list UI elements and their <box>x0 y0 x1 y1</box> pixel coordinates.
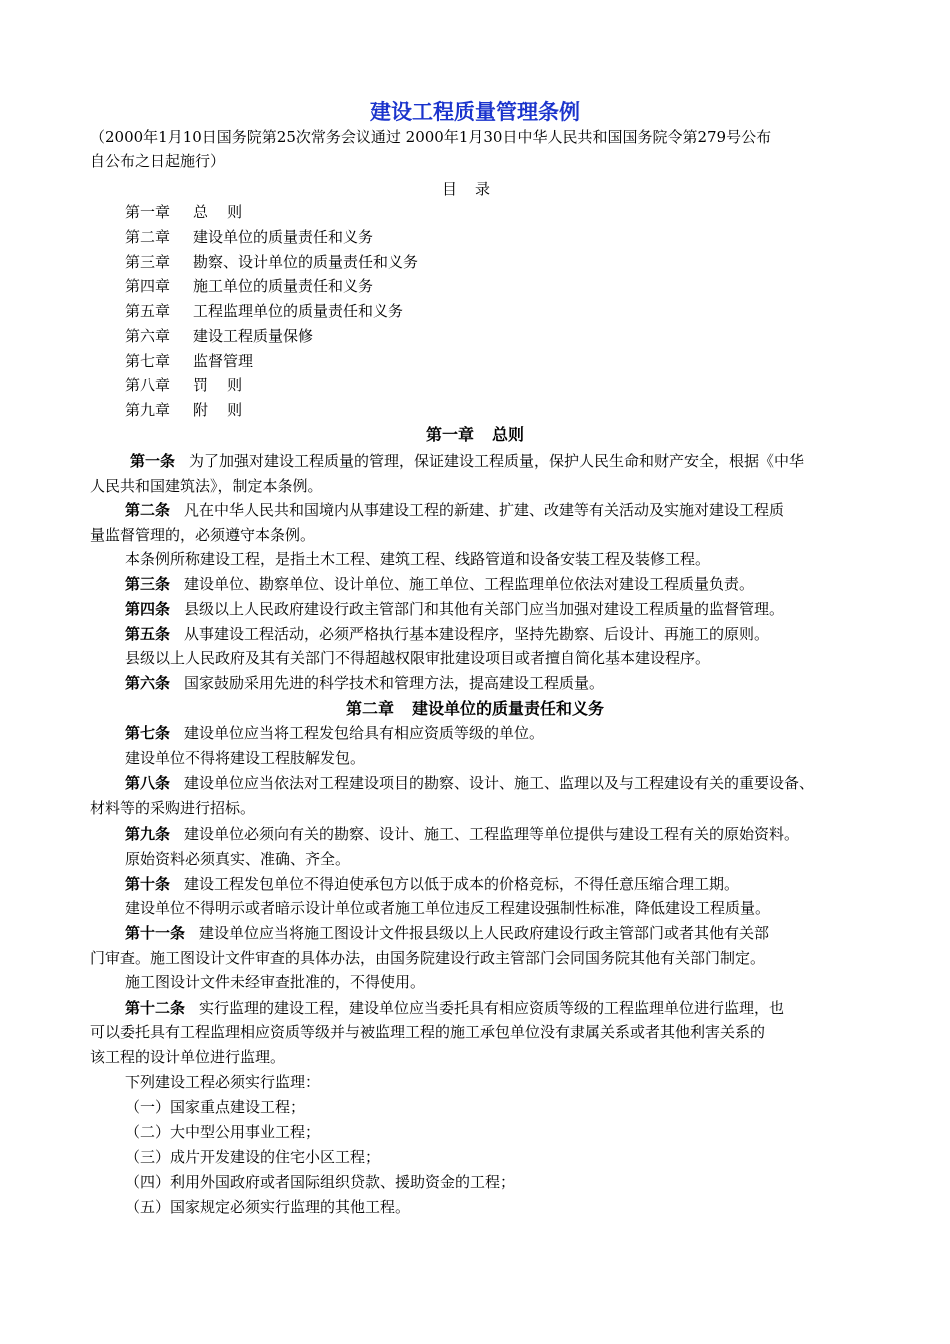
chapter-title: 总则 <box>492 425 525 444</box>
article-8-cont: 材料等的采购进行招标。 <box>90 799 256 817</box>
article-4 <box>125 597 784 621</box>
toc-item <box>125 373 242 397</box>
article-text: 建设工程发包单位不得迫使承包方以低于成本的价格竞标，不得任意压缩合理工期。 <box>184 875 740 893</box>
article-2-para2: 本条例所称建设工程，是指土木工程、建筑工程、线路管道和设备安装工程及装修工程。 <box>125 550 711 568</box>
article-text: 建设单位、勘察单位、设计单位、施工单位、工程监理单位依法对建设工程质量负责。 <box>184 575 755 593</box>
article-11 <box>125 921 769 945</box>
article-12-cont: 可以委托具有工程监理相应资质等级并与被监理工程的施工承包单位没有隶属关系或者其他利害关系的 <box>90 1023 766 1041</box>
toc-item <box>125 398 242 422</box>
toc-item <box>125 250 418 274</box>
chapter-heading <box>0 697 950 721</box>
article-2 <box>125 498 784 522</box>
article-11-para2: 施工图设计文件未经审查批准的，不得使用。 <box>125 973 426 991</box>
toc-item-number: 第九章 <box>125 401 171 419</box>
list-item: （二）大中型公用事业工程； <box>125 1123 321 1141</box>
article-5 <box>125 622 769 646</box>
article-3 <box>125 572 754 596</box>
article-label: 第二条 <box>125 501 171 519</box>
article-1-cont: 人民共和国建筑法》，制定本条例。 <box>90 477 323 495</box>
article-11-cont: 门审查。施工图设计文件审查的具体办法，由国务院建设行政主管部门会同国务院其他有关部门制定。 <box>90 949 766 967</box>
toc-item-title: 施工单位的质量责任和义务 <box>193 277 374 295</box>
article-text: 建设单位必须向有关的勘察、设计、施工、工程监理等单位提供与建设工程有关的原始资料。 <box>184 825 800 843</box>
toc-item <box>125 299 403 323</box>
article-8 <box>125 771 814 795</box>
article-9-para2: 原始资料必须真实、准确、齐全。 <box>125 850 351 868</box>
article-label: 第七条 <box>125 724 171 742</box>
article-text: 国家鼓励采用先进的科学技术和管理方法，提高建设工程质量。 <box>184 674 605 692</box>
list-item: （三）成片开发建设的住宅小区工程； <box>125 1148 381 1166</box>
document-title: 建设工程质量管理条例 <box>370 100 580 124</box>
toc-item <box>125 349 253 373</box>
article-10 <box>125 872 739 896</box>
article-label: 第五条 <box>125 625 171 643</box>
article-12-para2: 下列建设工程必须实行监理： <box>125 1073 321 1091</box>
article-5-para2: 县级以上人民政府及其有关部门不得超越权限审批建设项目或者擅自简化基本建设程序。 <box>125 649 711 667</box>
article-label: 第四条 <box>125 600 171 618</box>
list-item: （四）利用外国政府或者国际组织贷款、援助资金的工程； <box>125 1173 516 1191</box>
article-text: 从事建设工程活动，必须严格执行基本建设程序，坚持先勘察、后设计、再施工的原则。 <box>184 625 770 643</box>
article-12 <box>125 996 784 1020</box>
article-12-cont2: 该工程的设计单位进行监理。 <box>90 1048 286 1066</box>
article-2-cont: 量监督管理的，必须遵守本条例。 <box>90 526 316 544</box>
toc-item <box>125 225 373 249</box>
article-text: 建设单位应当依法对工程建设项目的勘察、设计、施工、监理以及与工程建设有关的重要设备、 <box>184 774 815 792</box>
article-label: 第十条 <box>125 875 171 893</box>
toc-item-number: 第七章 <box>125 352 171 370</box>
article-label: 第十一条 <box>125 924 186 942</box>
article-6 <box>125 671 604 695</box>
list-item: （五）国家规定必须实行监理的其他工程。 <box>125 1198 411 1216</box>
toc-item-number: 第一章 <box>125 203 171 221</box>
toc-heading: 目录 <box>441 180 508 198</box>
toc-item-title: 附 则 <box>193 401 243 419</box>
article-label: 第一条 <box>130 452 176 470</box>
article-text: 建设单位应当将工程发包给具有相应资质等级的单位。 <box>184 724 545 742</box>
toc-item-number: 第六章 <box>125 327 171 345</box>
toc-item <box>125 200 242 224</box>
toc-item-number: 第三章 <box>125 253 171 271</box>
article-label: 第六条 <box>125 674 171 692</box>
article-text: 建设单位应当将施工图设计文件报县级以上人民政府建设行政主管部门或者其他有关部 <box>199 924 770 942</box>
toc-item-title: 工程监理单位的质量责任和义务 <box>193 302 404 320</box>
article-label: 第九条 <box>125 825 171 843</box>
toc-item-title: 总 则 <box>193 203 243 221</box>
article-label: 第十二条 <box>125 999 186 1017</box>
toc-item-number: 第二章 <box>125 228 171 246</box>
chapter-title: 建设单位的质量责任和义务 <box>412 699 605 718</box>
toc-item-number: 第八章 <box>125 376 171 394</box>
list-item: （一）国家重点建设工程； <box>125 1098 306 1116</box>
article-9 <box>125 822 799 846</box>
article-10-para2: 建设单位不得明示或者暗示设计单位或者施工单位违反工程建设强制性标准，降低建设工程质量。 <box>125 899 771 917</box>
toc-item-number: 第五章 <box>125 302 171 320</box>
toc-item-title: 勘察、设计单位的质量责任和义务 <box>193 253 419 271</box>
article-7 <box>125 721 544 745</box>
article-text: 凡在中华人民共和国境内从事建设工程的新建、扩建、改建等有关活动及实施对建设工程质 <box>184 501 785 519</box>
chapter-heading <box>0 423 950 447</box>
article-text: 县级以上人民政府建设行政主管部门和其他有关部门应当加强对建设工程质量的监督管理。 <box>184 600 785 618</box>
promulgation-note: （2000年1月10日国务院第25次常务会议通过 2000年1月30日中华人民共和国国务院令第279号公布 <box>90 128 772 146</box>
promulgation-note-cont: 自公布之日起施行） <box>90 152 226 170</box>
toc-item-number: 第四章 <box>125 277 171 295</box>
toc-item-title: 监督管理 <box>193 352 254 370</box>
article-label: 第三条 <box>125 575 171 593</box>
article-1 <box>130 449 804 473</box>
article-label: 第八条 <box>125 774 171 792</box>
article-text: 实行监理的建设工程，建设单位应当委托具有相应资质等级的工程监理单位进行监理，也 <box>199 999 785 1017</box>
toc-item-title: 建设工程质量保修 <box>193 327 314 345</box>
article-text: 为了加强对建设工程质量的管理，保证建设工程质量，保护人民生命和财产安全，根据《中华 <box>189 452 805 470</box>
chapter-number: 第一章 <box>425 425 474 444</box>
toc-item <box>125 274 373 298</box>
toc-item-title: 建设单位的质量责任和义务 <box>193 228 374 246</box>
toc-item <box>125 324 313 348</box>
toc-item-title: 罚 则 <box>193 376 243 394</box>
article-7-para2: 建设单位不得将建设工程肢解发包。 <box>125 749 366 767</box>
chapter-number: 第二章 <box>345 699 394 718</box>
